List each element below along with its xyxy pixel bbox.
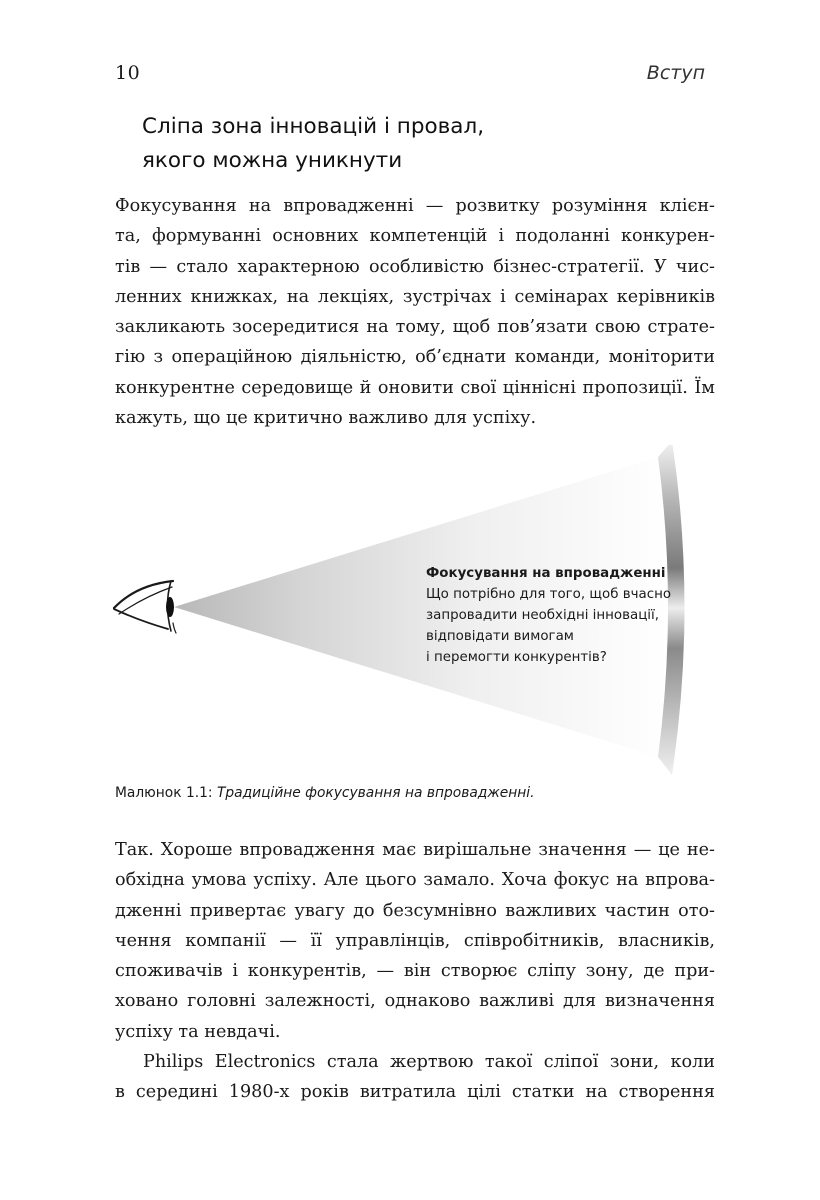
figure-focus-cone — [100, 445, 720, 775]
text-line: тів — стало характерною особливістю бізнес-стратегії. У чис- — [115, 256, 715, 277]
focus-label-line: запровадити необхідні інновації, — [426, 608, 660, 623]
text-line: Так. Хороше впровадження має вирішальне значення — це не- — [115, 840, 715, 860]
text-line: та, формуванні основних компетенцій і подоланні конкурен- — [115, 226, 715, 247]
text-line: дженні привертає увагу до безсумнівно важливих частин ото- — [115, 900, 715, 921]
text-line: чення компанії — її управлінців, співробітників, власників, — [115, 930, 715, 951]
eye-icon — [114, 581, 176, 633]
paragraph-intro — [115, 191, 715, 433]
text-line: споживачів і конкурентів, — він створює сліпу зону, де при- — [115, 961, 715, 982]
paragraph-philips — [115, 1047, 715, 1108]
section-heading-line: Сліпа зона інновацій і провал, — [142, 114, 485, 139]
focus-label-line: Що потрібно для того, щоб вчасно — [426, 587, 672, 602]
section-heading — [142, 110, 702, 178]
running-section-title: Вступ — [646, 62, 705, 84]
caption-label: Малюнок 1.1: — [115, 785, 213, 801]
text-line: успіху та невдачі. — [115, 1021, 281, 1042]
focus-label-body — [426, 584, 726, 668]
text-line: ленних книжках, на лекціях, зустрічах і семінарах керівників — [115, 286, 715, 307]
figure-caption — [115, 785, 715, 801]
text-line: Philips Electronics стала жертвою такої сліпої зони, коли — [143, 1052, 715, 1072]
caption-text: Традиційне фокусування на впровадженні. — [216, 785, 535, 801]
section-heading-line: якого можна уникнути — [142, 148, 403, 173]
text-line: в середині 1980-х років витратила цілі статки на створення — [115, 1082, 715, 1103]
text-line: конкурентне середовище й оновити свої ціннісні пропозиції. Їм — [115, 377, 715, 398]
focus-cone-label — [426, 563, 726, 668]
page-number: 10 — [115, 62, 141, 84]
text-line: Фокусування на впровадженні — розвитку розуміння клієн- — [115, 196, 715, 216]
focus-label-line: відповідати вимогам — [426, 629, 574, 644]
text-line: гію з операційною діяльністю, об’єднати команди, моніторити — [115, 347, 715, 368]
text-line: закликають зосередитися на тому, щоб пов’язати свою страте- — [115, 317, 715, 338]
text-line: ховано головні залежності, однаково важливі для визначення — [115, 991, 715, 1012]
focus-label-line: і перемогти конкурентів? — [426, 650, 607, 665]
focus-label-title: Фокусування на впровадженні — [426, 566, 666, 581]
text-line: обхідна умова успіху. Але цього замало. Хоча фокус на впрова- — [115, 870, 715, 891]
text-line: кажуть, що це критично важливо для успіху. — [115, 408, 537, 429]
running-head — [115, 62, 705, 88]
paragraph-execution — [115, 835, 715, 1047]
